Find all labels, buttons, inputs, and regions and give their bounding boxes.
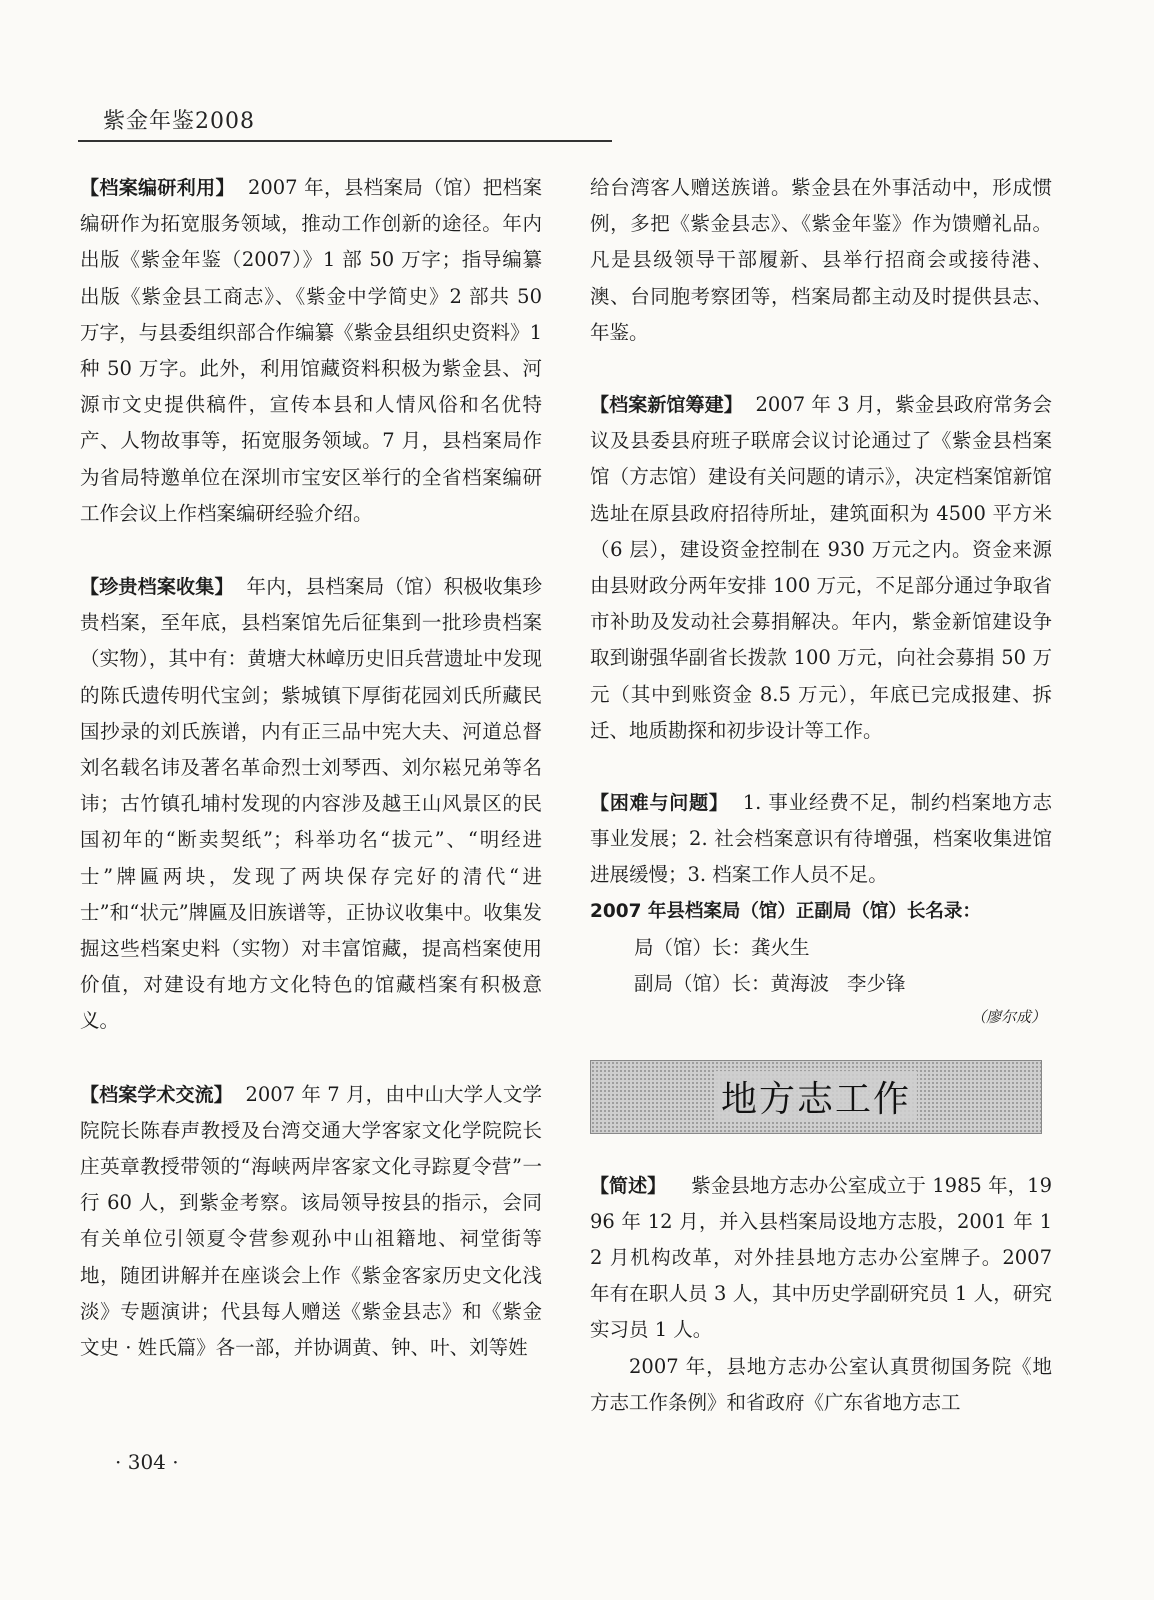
section-heading: 【档案学术交流】 <box>80 1083 233 1106</box>
section-precious-archives <box>80 569 542 1040</box>
continuation-paragraph: 给台湾客人赠送族谱。紫金县在外事活动中，形成惯例，多把《紫金县志》、《紫金年鉴》作为馈赠礼品。凡是县级领导干部履新、县举行招商会或接待港、澳、台同胞考察团等，档案局都主动及时提供县志、年鉴。 <box>590 176 1052 344</box>
section-heading: 【困难与问题】 <box>590 792 729 815</box>
section-body: 2007 年 3 月，紫金县政府常务会议及县委县府班子联席会议讨论通过了《紫金县档案馆（方志馆）建设有关问题的请示》，决定档案馆新馆选址在原县政府招待所址，建筑面积为 4500 平方米（6 层），建设资金控制在 930 万元之内。资金来源由县财政分两年安排 100 万元，不足部分通过争取省市补助及发动社会募捐解决。年内，紫金新馆建设争取到谢强华副省长拨款 100 万元，向社会募捐 50 万元（其中到账资金 8.5 万元），年底已完成报建、拆迁、地质勘探和初步设计等工作。 <box>590 393 1052 742</box>
roster-name: 李少锋 <box>847 971 906 995</box>
section-new-archive-building <box>590 387 1052 749</box>
roster-name: 黄海波 <box>770 971 830 995</box>
roster-label: 局（馆）长： <box>634 935 752 959</box>
section-heading: 【档案编研利用】 <box>80 177 235 199</box>
roster-director <box>634 930 1052 966</box>
section-heading: 【档案新馆筹建】 <box>590 394 743 417</box>
right-column <box>590 170 1052 1421</box>
running-header: 紫金年鉴2008 <box>103 109 255 134</box>
roster-name: 龚火生 <box>751 935 810 959</box>
roster-title: 2007 年县档案局（馆）正副局（馆）长名录： <box>590 900 981 922</box>
section-body: 紫金县地方志办公室成立于 1985 年，1996 年 12 月，并入县档案局设地方志股，2001 年 12 月机构改革，对外挂县地方志办公室牌子。2007 年有在职人员 3 人，其中历史学副研究员 1 人，研究实习员 1 人。 <box>590 1173 1052 1342</box>
section-summary <box>590 1168 1052 1349</box>
section-heading: 【简述】 <box>590 1174 667 1197</box>
section-body: 1. 事业经费不足，制约档案地方志事业发展；2. 社会档案意识有待增强，档案收集进馆进展缓慢；3. 档案工作人员不足。 <box>590 791 1052 887</box>
roster-label: 副局（馆）长： <box>634 971 771 995</box>
page-number: · 304 · <box>115 1450 179 1474</box>
section-body: 2007 年 7 月，由中山大学人文学院院长陈春声教授及台湾交通大学客家文化学院院长庄英章教授带领的“海峡两岸客家文化寻踪夏令营”一行 60 人，到紫金考察。该局领导按县的指示，会同有关单位引领夏令营参观孙中山祖籍地、祠堂街等地，随团讲解并在座谈会上作《紫金客家历史文化浅淡》专题演讲；代县每人赠送《紫金县志》和《紫金文史 · 姓氏篇》各一部，并协调黄、钟、叶、刘等姓 <box>80 1082 542 1360</box>
left-column <box>80 170 542 1366</box>
section-difficulties <box>590 785 1052 894</box>
header-rule <box>78 140 612 142</box>
section-archive-compilation <box>80 170 542 532</box>
section-body: 年内，县档案局（馆）积极收集珍贵档案，至年底，县档案馆先后征集到一批珍贵档案（实物），其中有：黄塘大林嶂历史旧兵营遗址中发现的陈氏遗传明代宝剑；紫城镇下厚街花园刘氏所藏民国抄录的刘氏族谱，内有正三品中宪大夫、河道总督刘名载名讳及著名革命烈士刘琴西、刘尔崧兄弟等名讳；古竹镇孔埔村发现的内容涉及越王山风景区的民国初年的“断卖契纸”；科举功名“拔元”、“明经进士”牌匾两块，发现了两块保存完好的清代“进士”和“状元”牌匾及旧族谱等，正协议收集中。收集发掘这些档案史料（实物）对丰富馆藏，提高档案使用价值，对建设有地方文化特色的馆藏档案有积极意义。 <box>80 575 542 1033</box>
roster-deputy <box>634 966 1052 1002</box>
closing-paragraph: 2007 年，县地方志办公室认真贯彻国务院《地方志工作条例》和省政府《广东省地方志工 <box>590 1354 1052 1414</box>
author-byline: （廖尔成） <box>970 1007 1046 1026</box>
section-body: 2007 年，县档案局（馆）把档案编研作为拓宽服务领域，推动工作创新的途径。年内出版《紫金年鉴（2007）》1 部 50 万字；指导编纂出版《紫金县工商志》、《紫金中学简史》2 部共 50 万字，与县委组织部合作编纂《紫金县组织史资料》1 种 50 万字。此外，利用馆藏资料积极为紫金县、河源市文史提供稿件，宣传本县和人情风俗和名优特产、人物故事等，拓宽服务领域。7 月，县档案局作为省局特邀单位在深圳市宝安区举行的全省档案编研工作会议上作档案编研经验介绍。 <box>80 176 542 525</box>
section-title: 地方志工作 <box>715 1071 917 1122</box>
section-banner <box>590 1060 1042 1134</box>
section-academic-exchange <box>80 1077 542 1367</box>
section-heading: 【珍贵档案收集】 <box>80 576 234 599</box>
